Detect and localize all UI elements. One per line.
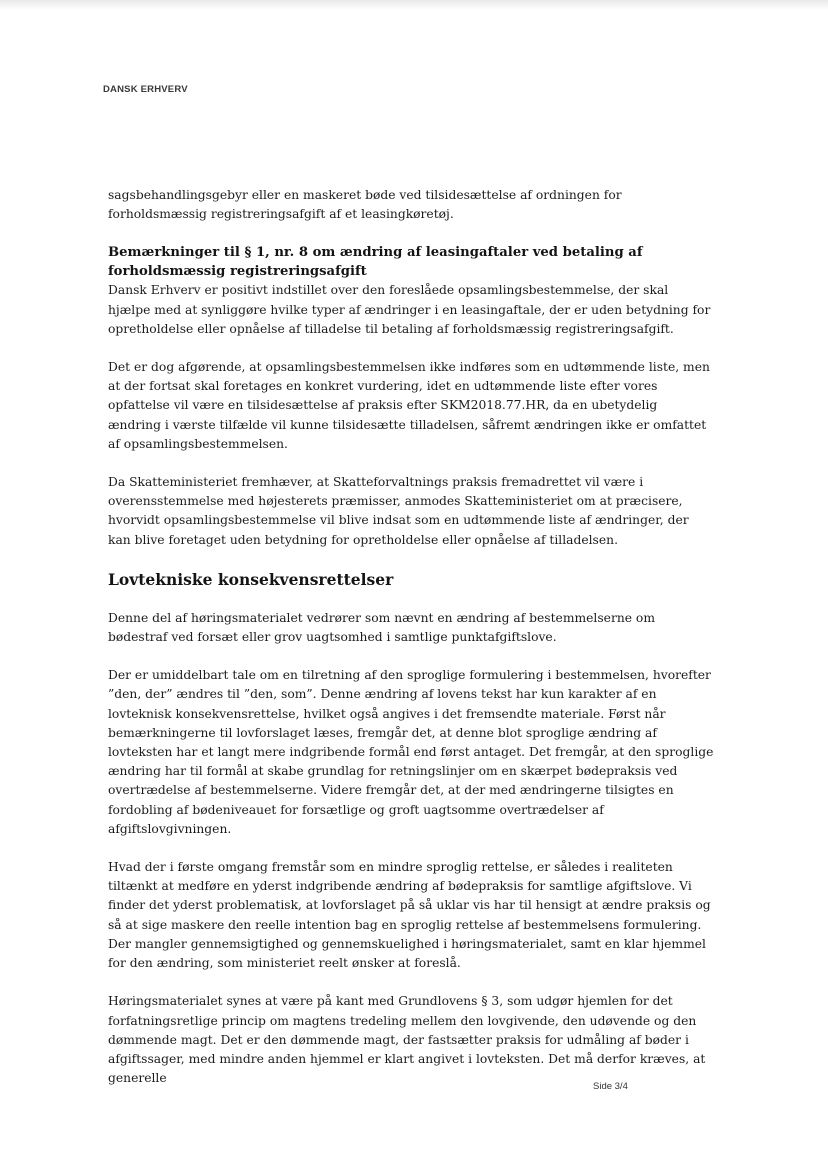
- paragraph: Det er dog afgørende, at opsamlingsbestemmelsen ikke indføres som en udtømmende liste, men at der fortsat skal foretages en konkret vurdering, idet en udtømmende liste efter vores opfattelse vil være en tilsidesættelse af praksis efter SKM2018.77.HR, da en ubetydelig ændring i værste tilfælde vil kunne tilsidesætte tilladelsen, såfremt ændringen ikke er omfattet af opsamlingsbestemmelsen.: [108, 360, 710, 451]
- section-heading-lovtekniske: Lovtekniske konsekvensrettelser: [108, 569, 394, 589]
- scan-edge: [0, 0, 828, 10]
- paragraph: Dansk Erhverv er positivt indstillet over den foreslåede opsamlingsbestemmelse, der skal hjælpe med at synliggøre hvilke typer af ændringer i en leasingaftale, der er uden betydning for opretholdelse eller opnåelse af tilladelse til betaling af forholdsmæssig registreringsafgift.: [108, 283, 711, 336]
- section-heading-leasing: Bemærkninger til § 1, nr. 8 om ændring af leasingaftaler ved betaling af forholdsmæssig registreringsafgift: [108, 245, 643, 280]
- paragraph: Høringsmaterialet synes at være på kant med Grundlovens § 3, som udgør hjemlen for det forfatningsretlige princip om magtens tredeling mellem den lovgivende, den udøvende og den dømmende magt. Det er den dømmende magt, der fastsætter praksis for udmåling af bøder i afgiftssager, med mindre anden hjemmel er klart angivet i lovteksten. Det må derfor kræves, at generelle: [108, 994, 706, 1086]
- paragraph: Hvad der i første omgang fremstår som en mindre sproglig rettelse, er således i realiteten tiltænkt at medføre en yderst indgribende ændring af bødepraksis for samtlige afgiftslove. Vi finder det yderst problematisk, at lovforslaget på så uklar vis har til hensigt at ændre praksis og så at sige maskere den reelle intention bag en sproglig rettelse af bestemmelsens formulering. Der mangler gennemsigtighed og gennemskuelighed i høringsmaterialet, samt en klar hjemmel for den ændring, som ministeriet reelt ønsker at foreslå.: [108, 860, 711, 971]
- org-header: DANSK ERHVERV: [103, 84, 188, 95]
- paragraph: Da Skatteministeriet fremhæver, at Skatteforvaltnings praksis fremadrettet vil være i overensstemmelse med højesterets præmisser, anmodes Skatteministeriet om at præcisere, hvorvidt opsamlingsbestemmelse vil blive indsat som en udtømmende liste af ændringer, der kan blive foretaget uden betydning for opretholdelse eller opnåelse af tilladelsen.: [108, 475, 689, 547]
- page-number: Side 3/4: [593, 1081, 628, 1092]
- paragraph: Der er umiddelbart tale om en tilretning af den sproglige formulering i bestemmelsen, hvorefter ”den, der” ændres til ”den, som”. Denne ændring af lovens tekst har kun karakter af en lovteknisk konsekvensrettelse, hvilket også angives i det fremsendte materiale. Først når bemærkningerne til lovforslaget læses, fremgår det, at denne blot sproglige ændring af lovteksten har et langt mere indgribende formål end først antaget. Det fremgår, at den sproglige ændring har til formål at skabe grundlag for retningslinjer om en skærpet bødepraksis ved overtrædelse af bestemmelserne. Videre fremgår det, at der med ændringerne tilsigtes en fordobling af bødeniveauet for forsætlige og groft uagtsomme overtrædelser af afgiftslovgivningen.: [108, 668, 714, 836]
- paragraph: Denne del af høringsmaterialet vedrører som nævnt en ændring af bestemmelserne om bødestraf ved forsæt eller grov uagtsomhed i samtlige punktafgiftslove.: [108, 610, 655, 645]
- document-body: [108, 186, 714, 1088]
- paragraph-continued: sagsbehandlingsgebyr eller en maskeret bøde ved tilsidesættelse af ordningen for forholdsmæssig registreringsafgift af et leasingkøretøj.: [108, 188, 622, 222]
